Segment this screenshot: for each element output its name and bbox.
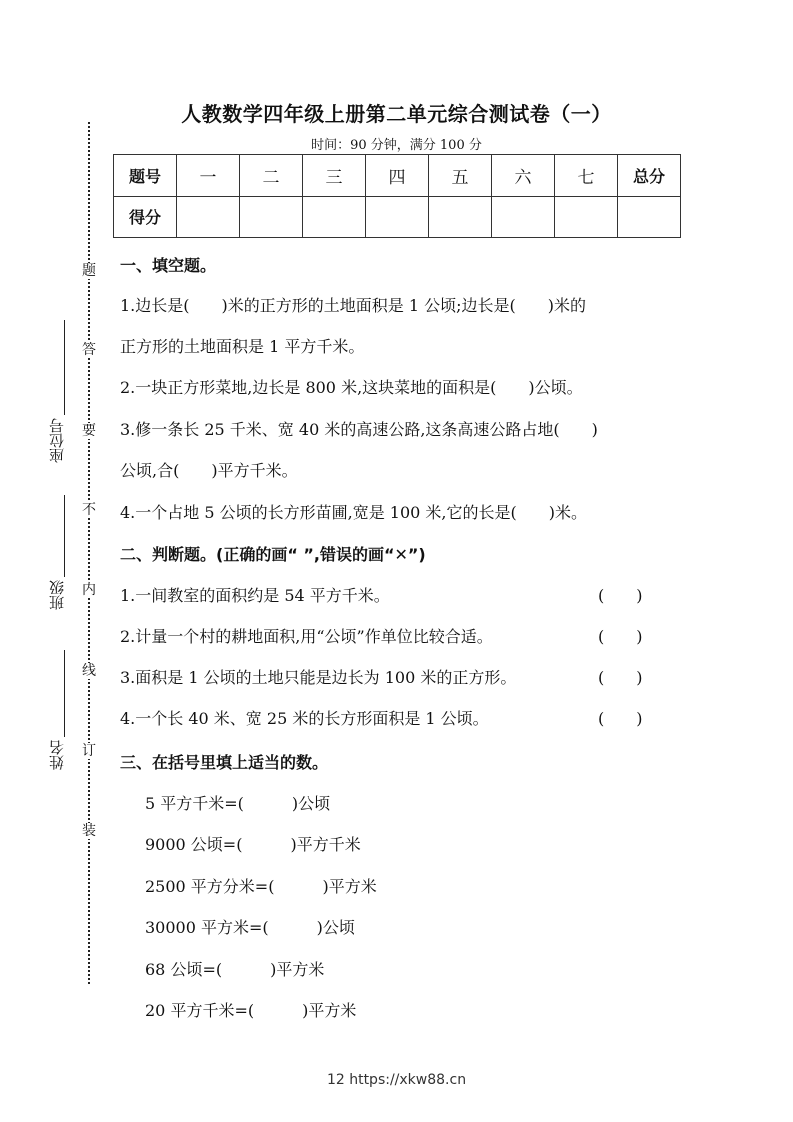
conversion-item: 9000 公顷=( )平方千米 [145,835,361,854]
judge-answer-box[interactable]: ( ) [598,668,643,687]
judge-item: 1.一间教室的面积约是 54 平方千米。 [120,586,390,605]
conversion-item: 30000 平方米=( )公顷 [145,918,355,937]
notice-char: 题 [82,263,96,279]
judge-item: 4.一个长 40 米、宽 25 米的长方形面积是 1 公顷。 [120,709,489,728]
judge-answer-box[interactable]: ( ) [598,586,643,605]
notice-char: 不 [82,502,96,518]
notice-char: 线 [82,663,96,679]
score-table [113,154,681,238]
judge-answer-box[interactable]: ( ) [598,709,643,728]
binding-dotted-line [88,122,90,984]
header-cell: 五 [429,155,492,197]
score-cell[interactable] [618,196,681,238]
score-row-label: 得分 [114,196,177,238]
score-cell[interactable] [303,196,366,238]
seat-number-label: 座位号 [48,418,66,463]
notice-char: 答 [82,342,96,358]
exam-title: 人教数学四年级上册第二单元综合测试卷（一） [181,102,612,126]
conversion-item: 20 平方千米=( )平方米 [145,1001,357,1020]
question-line: 公顷,合( )平方千米。 [120,461,298,480]
section-2-title: 二、判断题。(正确的画“ ”,错误的画“✕”) [120,545,426,564]
conversion-item: 5 平方千米=( )公顷 [145,794,331,813]
score-cell[interactable] [429,196,492,238]
conversion-item: 68 公顷=( )平方米 [145,960,325,979]
score-cell[interactable] [366,196,429,238]
section-1-title: 一、填空题。 [120,256,217,275]
name-label: 姓名 [48,740,66,770]
score-cell[interactable] [240,196,303,238]
header-cell: 四 [366,155,429,197]
header-cell: 七 [555,155,618,197]
class-blank[interactable] [64,495,65,577]
exam-subtitle: 时间：90 分钟，满分 100 分 [311,138,482,153]
score-cell[interactable] [555,196,618,238]
question-line: 4.一个占地 5 公顷的长方形苗圃,宽是 100 米,它的长是( )米。 [120,503,587,522]
conversion-item: 2500 平方分米=( )平方米 [145,877,377,896]
notice-char: 要 [82,423,96,439]
judge-item: 3.面积是 1 公顷的土地只能是边长为 100 米的正方形。 [120,668,517,687]
header-cell: 一 [177,155,240,197]
notice-char: 装 [82,823,96,839]
question-line: 3.修一条长 25 千米、宽 40 米的高速公路,这条高速公路占地( ) [120,420,598,439]
name-blank[interactable] [64,650,65,737]
header-cell: 总分 [618,155,681,197]
header-cell: 六 [492,155,555,197]
judge-answer-box[interactable]: ( ) [598,627,643,646]
notice-char: 内 [82,582,96,598]
question-line: 2.一块正方形菜地,边长是 800 米,这块菜地的面积是( )公顷。 [120,378,583,397]
section-3-title: 三、在括号里填上适当的数。 [120,753,329,772]
score-cell[interactable] [492,196,555,238]
question-line: 正方形的土地面积是 1 平方千米。 [120,337,365,356]
class-label: 班级 [48,580,66,610]
notice-char: 订 [82,743,96,759]
score-table-header-row [114,155,681,197]
page-footer: 12 https://xkw88.cn [326,1072,467,1088]
header-cell: 三 [303,155,366,197]
header-cell: 二 [240,155,303,197]
score-table-score-row [114,196,681,238]
seat-number-blank[interactable] [64,320,65,415]
judge-item: 2.计量一个村的耕地面积,用“公顷”作单位比较合适。 [120,627,493,646]
score-cell[interactable] [177,196,240,238]
header-cell: 题号 [114,155,177,197]
question-line: 1.边长是( )米的正方形的土地面积是 1 公顷;边长是( )米的 [120,296,586,315]
